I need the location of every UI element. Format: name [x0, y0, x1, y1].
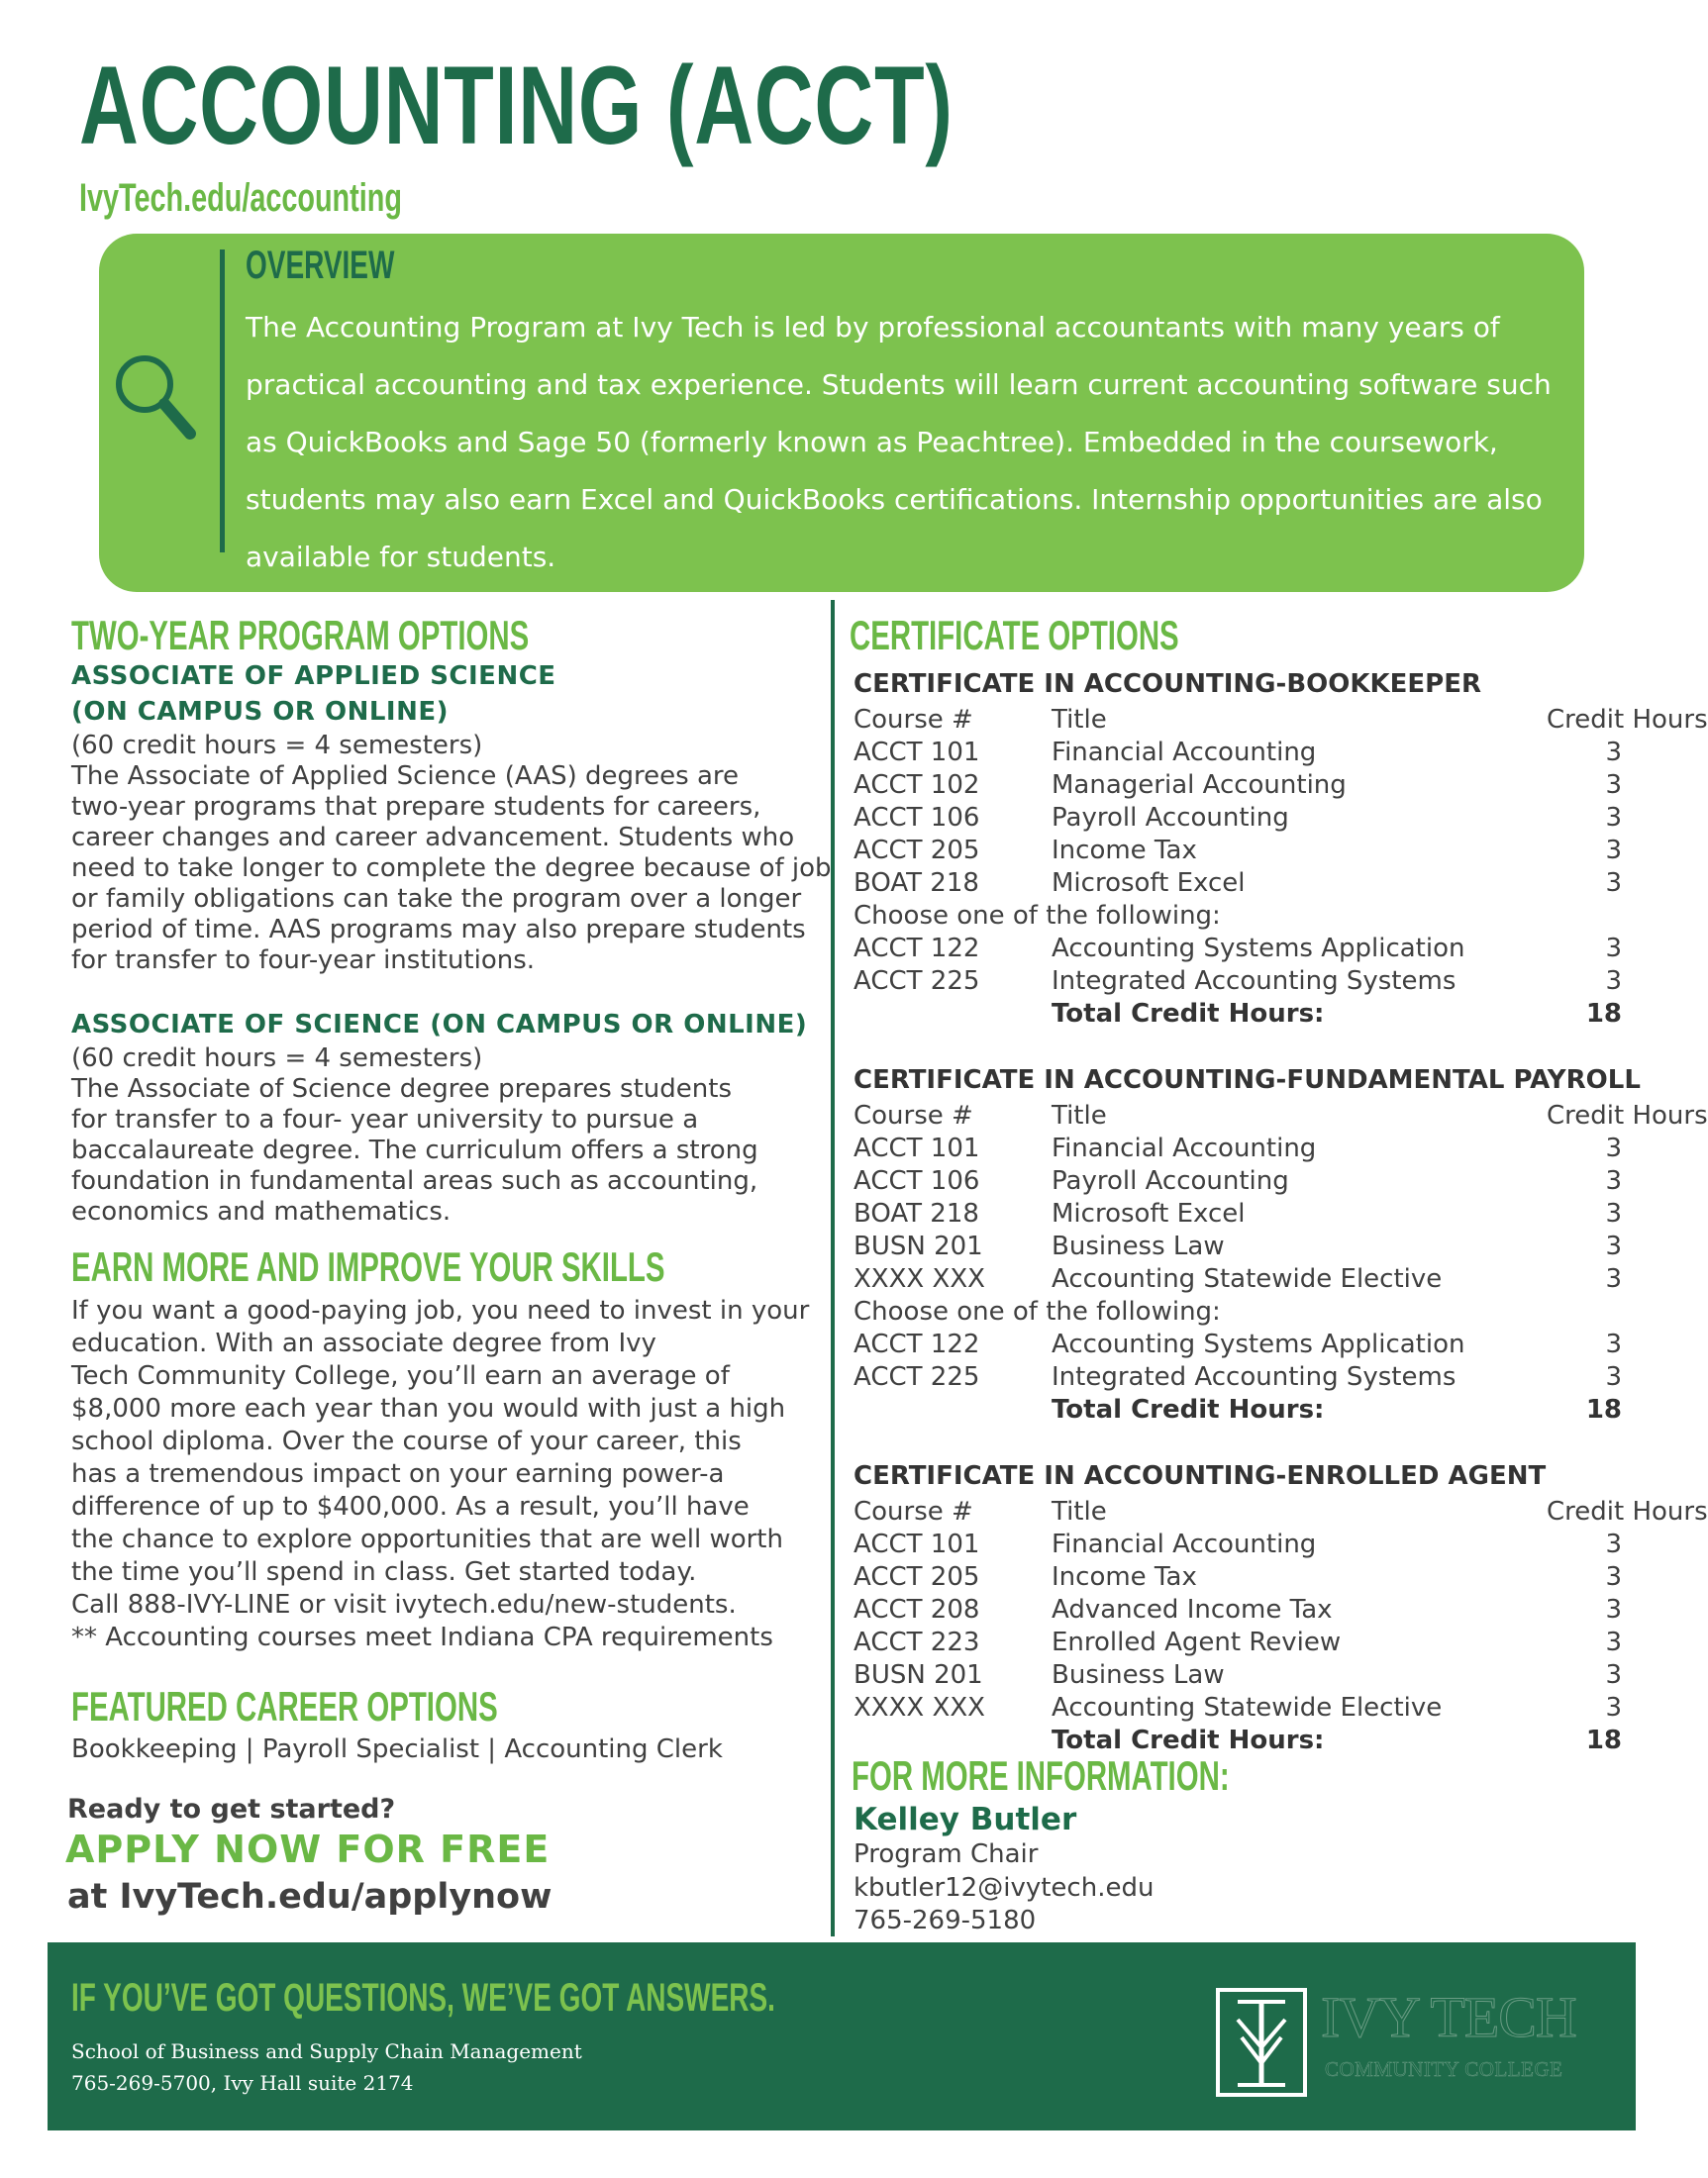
- table-header-row: [854, 1497, 1708, 1530]
- apply-now-button[interactable]: APPLY NOW FOR FREE: [65, 1828, 551, 1871]
- as-description-line: baccalaureate degree. The curriculum offers a strong: [71, 1136, 758, 1165]
- title-cell: Title: [1052, 705, 1107, 735]
- hours-cell: 3: [1605, 1264, 1622, 1294]
- title-cell: Financial Accounting: [1052, 1530, 1317, 1559]
- course-cell: XXXX XXX: [854, 1693, 985, 1723]
- hours-cell: 3: [1605, 836, 1622, 865]
- title-cell: Payroll Accounting: [1052, 1166, 1289, 1196]
- certificate-title: CERTIFICATE IN ACCOUNTING-BOOKKEEPER: [854, 669, 1481, 699]
- table-row: [854, 770, 1626, 803]
- aas-description-line: or family obligations can take the program over a longer: [71, 884, 802, 914]
- title-cell: Payroll Accounting: [1052, 803, 1289, 833]
- hours-cell: 3: [1605, 1530, 1622, 1559]
- course-cell: ACCT 106: [854, 803, 980, 833]
- course-cell: ACCT 101: [854, 1134, 980, 1163]
- title-cell: Business Law: [1052, 1660, 1225, 1690]
- as-description-line: The Associate of Science degree prepares students: [71, 1074, 732, 1104]
- course-cell: XXXX XXX: [854, 1264, 985, 1294]
- hours-cell: 3: [1605, 803, 1622, 833]
- certificate-title: CERTIFICATE IN ACCOUNTING-FUNDAMENTAL PAYROLL: [854, 1065, 1641, 1095]
- table-row: [854, 1562, 1626, 1595]
- total-label: Total Credit Hours:: [1052, 999, 1325, 1029]
- aas-hours: (60 credit hours = 4 semesters): [71, 731, 483, 760]
- earn-more-line: Tech Community College, you’ll earn an average of: [71, 1361, 730, 1391]
- table-row: [854, 1199, 1626, 1232]
- total-value: 18: [1585, 1395, 1622, 1425]
- table-row: [854, 1530, 1626, 1562]
- hours-cell: 3: [1605, 868, 1622, 898]
- course-cell: ACCT 225: [854, 1362, 980, 1392]
- hours-cell: 3: [1605, 1330, 1622, 1359]
- hours-cell: 3: [1605, 966, 1622, 996]
- title-cell: Business Law: [1052, 1232, 1225, 1261]
- title-cell: Title: [1052, 1497, 1107, 1527]
- aas-description-line: The Associate of Applied Science (AAS) degrees are: [71, 761, 740, 791]
- choose-one-text: [854, 901, 1626, 934]
- title-cell: Microsoft Excel: [1052, 1199, 1246, 1229]
- table-row: [854, 1134, 1626, 1166]
- contact-name: Kelley Butler: [854, 1802, 1077, 1837]
- careers-list: Bookkeeping | Payroll Specialist | Accounting Clerk: [71, 1734, 723, 1764]
- course-cell: ACCT 208: [854, 1595, 980, 1625]
- course-cell: BUSN 201: [854, 1660, 983, 1690]
- title-cell: Accounting Statewide Elective: [1052, 1264, 1443, 1294]
- earn-more-line: If you want a good-paying job, you need to invest in your: [71, 1296, 810, 1326]
- hours-cell: 3: [1605, 1134, 1622, 1163]
- aas-description-line: career changes and career advancement. Students who: [71, 823, 795, 852]
- overview-panel: [99, 234, 1584, 592]
- earn-more-line: the time you’ll spend in class. Get started today.: [71, 1557, 697, 1587]
- hours-cell: 3: [1605, 1660, 1622, 1690]
- course-cell: Course #: [854, 1497, 973, 1527]
- hours-cell: 3: [1605, 738, 1622, 767]
- course-cell: ACCT 122: [854, 934, 980, 963]
- course-cell: ACCT 102: [854, 770, 980, 800]
- footer-contact: 765-269-5700, Ivy Hall suite 2174: [71, 2071, 414, 2095]
- hours-cell: 3: [1605, 934, 1622, 963]
- as-description-line: foundation in fundamental areas such as accounting,: [71, 1166, 758, 1196]
- earn-more-heading: EARN MORE AND IMPROVE YOUR SKILLS: [71, 1243, 665, 1290]
- total-row: [854, 999, 1626, 1032]
- title-cell: Accounting Systems Application: [1052, 1330, 1465, 1359]
- course-cell: Course #: [854, 705, 973, 735]
- hours-cell: 3: [1605, 1362, 1622, 1392]
- total-label: Total Credit Hours:: [1052, 1395, 1325, 1425]
- title-cell: Title: [1052, 1101, 1107, 1131]
- program-url[interactable]: IvyTech.edu/accounting: [79, 176, 402, 220]
- ivy-tech-logo-subtext: COMMUNITY COLLEGE: [1325, 2057, 1563, 2081]
- earn-more-line: education. With an associate degree from Ivy: [71, 1329, 656, 1358]
- course-cell: Course #: [854, 1101, 973, 1131]
- course-cell: ACCT 205: [854, 836, 980, 865]
- hours-cell: 3: [1605, 1628, 1622, 1657]
- hours-cell: Credit Hours: [1547, 1101, 1708, 1131]
- choose-one-label: Choose one of the following:: [854, 901, 1221, 931]
- hours-cell: 3: [1605, 1595, 1622, 1625]
- hours-cell: 3: [1605, 1693, 1622, 1723]
- course-cell: ACCT 106: [854, 1166, 980, 1196]
- total-row: [854, 1395, 1626, 1428]
- course-cell: ACCT 225: [854, 966, 980, 996]
- overview-divider: [220, 249, 225, 552]
- footer-school: School of Business and Supply Chain Management: [71, 2039, 582, 2063]
- more-info-heading: FOR MORE INFORMATION:: [852, 1752, 1230, 1799]
- aas-title-line2: (ON CAMPUS OR ONLINE): [71, 697, 449, 727]
- table-row: [854, 1166, 1626, 1199]
- choose-one-text: [854, 1297, 1626, 1330]
- earn-more-line: the chance to explore opportunities that are well worth: [71, 1525, 783, 1554]
- hours-cell: Credit Hours: [1547, 705, 1708, 735]
- earn-more-line: difference of up to $400,000. As a result, you’ll have: [71, 1492, 750, 1522]
- as-description-line: for transfer to a four- year university to pursue a: [71, 1105, 699, 1135]
- table-row: [854, 1264, 1626, 1297]
- hours-cell: 3: [1605, 1199, 1622, 1229]
- footer-heading: IF YOU’VE GOT QUESTIONS, WE’VE GOT ANSWERS.: [71, 1976, 775, 2020]
- earn-more-line: has a tremendous impact on your earning power-a: [71, 1459, 725, 1489]
- title-cell: Income Tax: [1052, 836, 1197, 865]
- title-cell: Financial Accounting: [1052, 738, 1317, 767]
- hours-cell: Credit Hours: [1547, 1497, 1708, 1527]
- earn-more-line: school diploma. Over the course of your career, this: [71, 1427, 742, 1456]
- contact-role: Program Chair: [854, 1839, 1039, 1869]
- table-row: [854, 1660, 1626, 1693]
- hours-cell: 3: [1605, 1166, 1622, 1196]
- aas-description: [71, 761, 832, 976]
- course-cell: ACCT 122: [854, 1330, 980, 1359]
- aas-description-line: for transfer to four-year institutions.: [71, 945, 536, 975]
- certificate-title: CERTIFICATE IN ACCOUNTING-ENROLLED AGENT: [854, 1461, 1547, 1491]
- table-row: [854, 803, 1626, 836]
- title-cell: Integrated Accounting Systems: [1052, 966, 1457, 996]
- course-cell: BUSN 201: [854, 1232, 983, 1261]
- title-cell: Accounting Statewide Elective: [1052, 1693, 1443, 1723]
- page-title: ACCOUNTING (ACCT): [79, 44, 954, 167]
- total-value: 18: [1585, 999, 1622, 1029]
- as-title: ASSOCIATE OF SCIENCE (ON CAMPUS OR ONLINE): [71, 1010, 808, 1040]
- ready-text: Ready to get started?: [67, 1794, 396, 1825]
- earn-more-line: ** Accounting courses meet Indiana CPA requirements: [71, 1623, 773, 1652]
- table-row: [854, 1362, 1626, 1395]
- course-cell: ACCT 205: [854, 1562, 980, 1592]
- table-row: [854, 966, 1626, 999]
- choose-one-label: Choose one of the following:: [854, 1297, 1221, 1327]
- table-row: [854, 868, 1626, 901]
- hours-cell: 3: [1605, 1232, 1622, 1261]
- certificate-bookkeeper: [854, 669, 1708, 1032]
- title-cell: Enrolled Agent Review: [1052, 1628, 1342, 1657]
- course-cell: ACCT 101: [854, 738, 980, 767]
- table-row: [854, 738, 1626, 770]
- apply-link[interactable]: at IvyTech.edu/applynow: [67, 1877, 553, 1917]
- title-cell: Financial Accounting: [1052, 1134, 1317, 1163]
- title-cell: Income Tax: [1052, 1562, 1197, 1592]
- as-hours: (60 credit hours = 4 semesters): [71, 1043, 483, 1073]
- aas-description-line: need to take longer to complete the degree because of job: [71, 853, 832, 883]
- hours-cell: 3: [1605, 770, 1622, 800]
- certificate-payroll: [854, 1065, 1708, 1428]
- table-row: [854, 934, 1626, 966]
- certificate-enrolled-agent: [854, 1461, 1708, 1758]
- as-description: [71, 1074, 758, 1228]
- earn-more-line: Call 888-IVY-LINE or visit ivytech.edu/new-students.: [71, 1590, 737, 1620]
- aas-description-line: period of time. AAS programs may also prepare students: [71, 915, 806, 944]
- table-header-row: [854, 705, 1708, 738]
- certificate-heading: CERTIFICATE OPTIONS: [850, 612, 1179, 658]
- course-cell: ACCT 223: [854, 1628, 980, 1657]
- total-label: Total Credit Hours:: [1052, 1726, 1325, 1755]
- title-cell: Managerial Accounting: [1052, 770, 1347, 800]
- title-cell: Microsoft Excel: [1052, 868, 1246, 898]
- title-cell: Accounting Systems Application: [1052, 934, 1465, 963]
- contact-phone[interactable]: 765-269-5180: [854, 1906, 1037, 1935]
- total-value: 18: [1585, 1726, 1622, 1755]
- magnifying-glass-icon: [111, 350, 200, 453]
- ivy-tech-logo-icon: [1216, 1988, 1307, 2097]
- table-row: [854, 1595, 1626, 1628]
- table-header-row: [854, 1101, 1708, 1134]
- column-divider: [831, 600, 835, 1936]
- aas-description-line: two-year programs that prepare students for careers,: [71, 792, 761, 822]
- ivy-tech-logo-text: IVY TECH: [1321, 1985, 1576, 2049]
- contact-email[interactable]: kbutler12@ivytech.edu: [854, 1873, 1155, 1903]
- earn-more-text: [71, 1295, 809, 1654]
- earn-more-line: $8,000 more each year than you would with just a high: [71, 1394, 786, 1424]
- aas-title-line1: ASSOCIATE OF APPLIED SCIENCE: [71, 661, 556, 691]
- table-row: [854, 1232, 1626, 1264]
- title-cell: Advanced Income Tax: [1052, 1595, 1333, 1625]
- course-cell: BOAT 218: [854, 868, 979, 898]
- footer-banner: [48, 1942, 1636, 2130]
- course-cell: BOAT 218: [854, 1199, 979, 1229]
- overview-text: The Accounting Program at Ivy Tech is led by professional accountants with many years of practical accounting and tax experience. Students will learn current accounting software such as QuickBooks and Sage 50 (formerly known as Peachtree). Embedded in the coursework, students may also earn Excel and QuickBooks certifications. Internship opportunities are also available for students.: [246, 311, 1552, 573]
- course-cell: ACCT 101: [854, 1530, 980, 1559]
- as-description-line: economics and mathematics.: [71, 1197, 452, 1227]
- overview-heading: OVERVIEW: [246, 244, 395, 287]
- table-row: [854, 1693, 1626, 1726]
- table-row: [854, 836, 1626, 868]
- hours-cell: 3: [1605, 1562, 1622, 1592]
- two-year-heading: TWO-YEAR PROGRAM OPTIONS: [71, 612, 530, 658]
- table-row: [854, 1628, 1626, 1660]
- title-cell: Integrated Accounting Systems: [1052, 1362, 1457, 1392]
- careers-heading: FEATURED CAREER OPTIONS: [71, 1683, 498, 1730]
- table-row: [854, 1330, 1626, 1362]
